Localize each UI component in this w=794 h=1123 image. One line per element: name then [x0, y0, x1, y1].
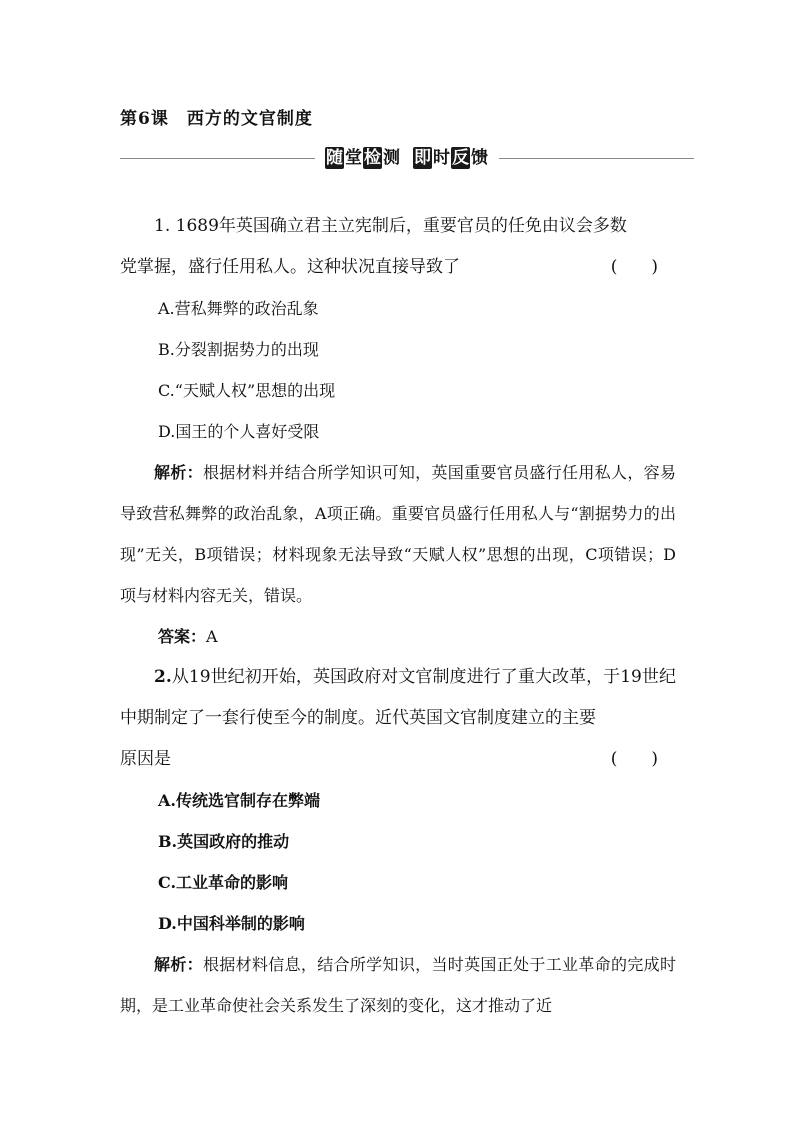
section-char: 反 — [452, 148, 469, 168]
q1-option-b: B.分裂割据势力的出现 — [158, 340, 319, 359]
q1-option-d: D.国王的个人喜好受限 — [158, 422, 320, 441]
section-heading — [325, 147, 489, 169]
q1-answer-bracket: ( ) — [610, 257, 658, 277]
question-content — [120, 206, 676, 1026]
q1-answer-label: 答案： — [158, 627, 207, 646]
section-char: 随 — [326, 148, 343, 168]
section-char: 堂 — [345, 148, 362, 168]
q1-stem-line2-row — [120, 247, 676, 288]
q1-option-a: A.营私舞弊的政治乱象 — [158, 299, 319, 318]
q2-stem — [120, 657, 676, 739]
q1-analysis-label: 解析： — [154, 463, 203, 482]
section-char: 检 — [364, 148, 381, 168]
q2-option-d: D.中国科举制的影响 — [158, 914, 305, 933]
lesson-title: 第6课 西方的文官制度 — [120, 109, 313, 129]
q1-analysis-text: 根据材料并结合所学知识可知，英国重要官员盛行任用私人，容易导致营私舞弊的政治乱象，A项正确。重要官员盛行任用私人与“割据势力的出现”无关，B项错误；材料现象无法导致“天赋人权”思想的出现，C项错误；D项与材料内容无关，错误。 — [120, 463, 676, 605]
q1-answer-value: A — [206, 627, 218, 646]
q2-option-a: A.传统选官制存在弊端 — [158, 791, 320, 810]
section-word-1 — [325, 147, 401, 169]
section-char: 即 — [414, 148, 431, 168]
q1-option-c: C.“天赋人权”思想的出现 — [158, 381, 336, 400]
q1-answer — [120, 616, 676, 657]
section-char: 馈 — [471, 148, 488, 168]
q2-analysis-label: 解析： — [154, 955, 203, 974]
q2-stem-last: 原因是 — [120, 749, 171, 769]
divider-line-right — [499, 158, 694, 159]
q2-stem-last-row — [120, 739, 676, 780]
section-char: 测 — [383, 148, 400, 168]
divider-line-left — [120, 158, 315, 159]
section-word-2 — [413, 147, 489, 169]
q1-stem-line1: 1. 1689年英国确立君主立宪制后，重要官员的任免由议会多数 — [154, 216, 627, 236]
q2-analysis-text: 根据材料信息，结合所学知识，当时英国正处于工业革命的完成时期，是工业革命使社会关系发生了深刻的变化，这才推动了近 — [120, 955, 676, 1015]
q2-option-b: B.英国政府的推动 — [158, 832, 290, 851]
q1-analysis — [120, 452, 676, 616]
q2-stem-text: 从19世纪初开始，英国政府对文官制度进行了重大改革，于19世纪中期制定了一套行使至今的制度。近代英国文官制度建立的主要 — [120, 667, 676, 728]
q2-option-c: C.工业革命的影响 — [158, 873, 289, 892]
q1-stem-line2: 党掌握，盛行任用私人。这种状况直接导致了 — [120, 257, 460, 277]
section-divider — [120, 146, 694, 170]
q2-analysis — [120, 944, 676, 1026]
q2-number: 2. — [154, 667, 172, 687]
section-char: 时 — [433, 148, 450, 168]
q2-answer-bracket: ( ) — [610, 749, 658, 769]
